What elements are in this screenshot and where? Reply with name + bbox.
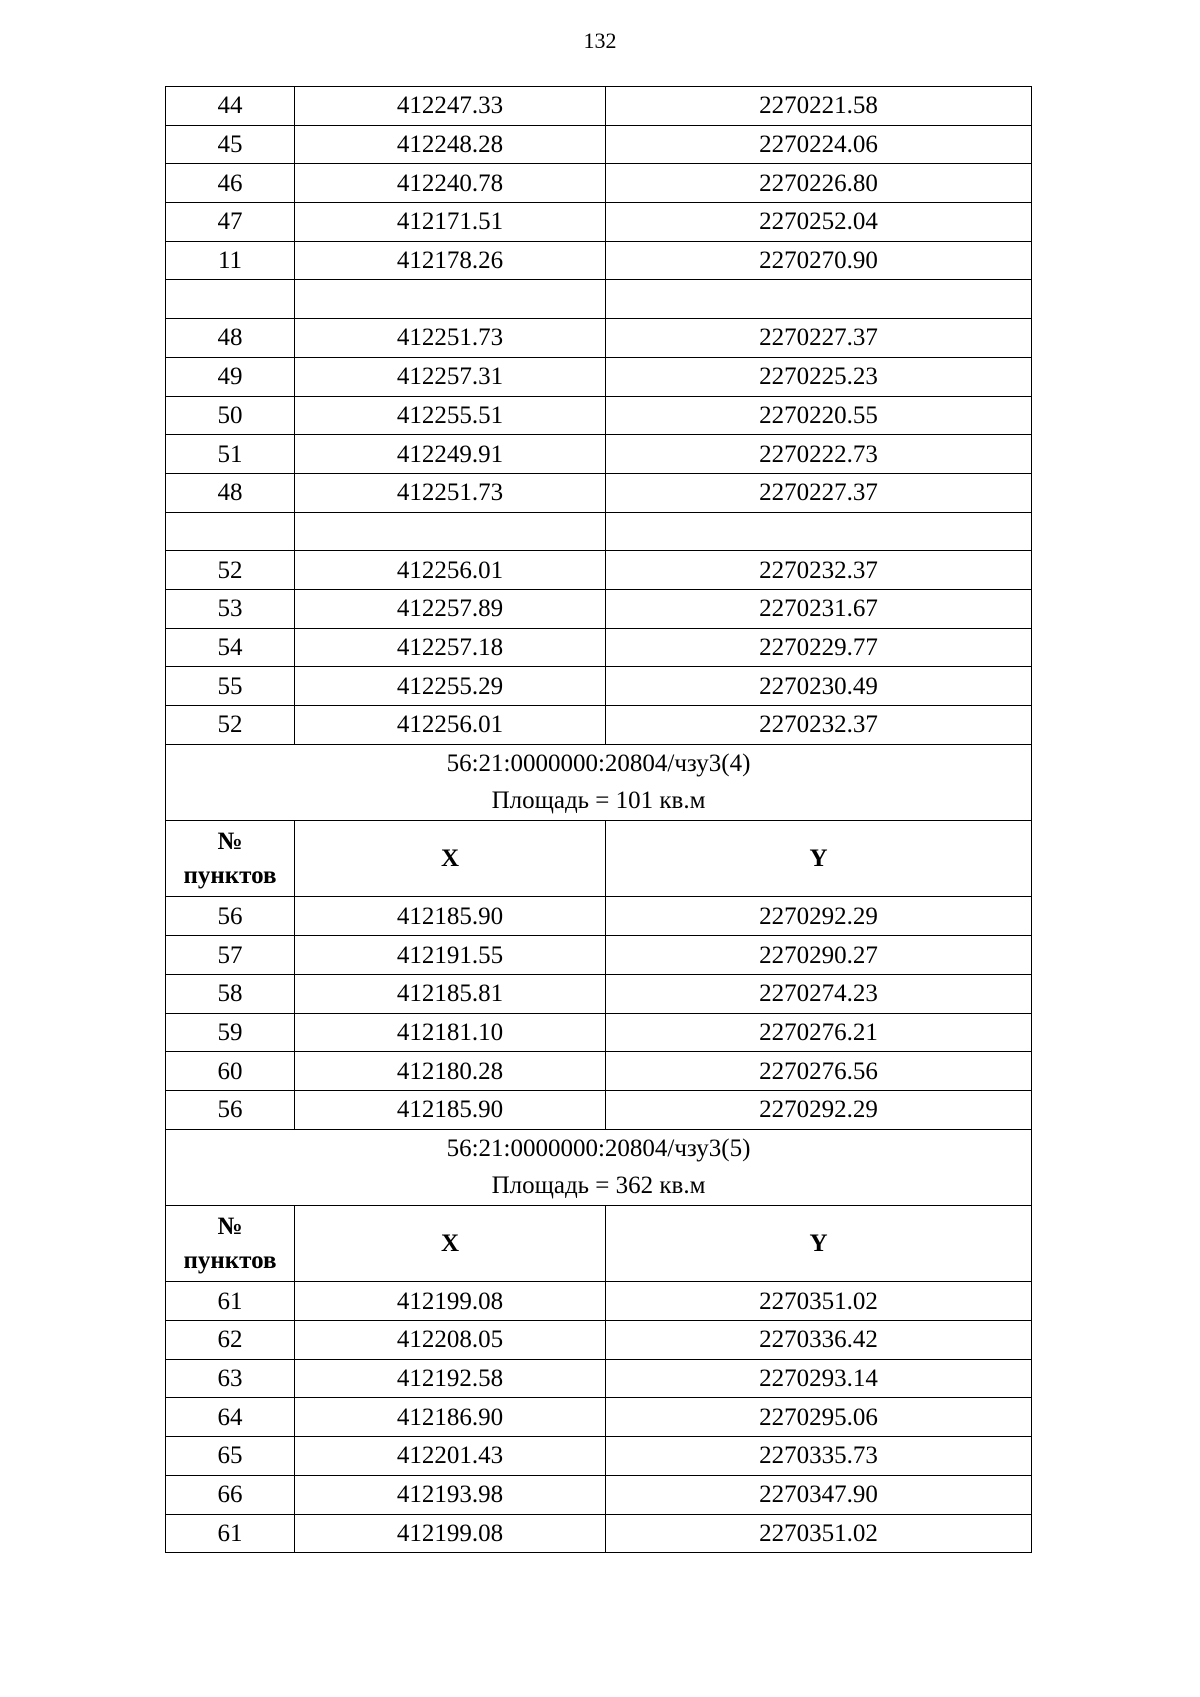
y-coordinate-cell: 2270295.06 xyxy=(606,1398,1032,1437)
point-number-cell: 56 xyxy=(166,1090,295,1129)
x-coordinate-cell: 412185.81 xyxy=(295,974,606,1013)
point-number-cell: 46 xyxy=(166,164,295,203)
y-coordinate-cell: 2270336.42 xyxy=(606,1321,1032,1360)
point-number-cell: 60 xyxy=(166,1052,295,1091)
y-coordinate-cell: 2270292.29 xyxy=(606,897,1032,936)
y-coordinate-cell: 2270274.23 xyxy=(606,974,1032,1013)
x-coordinate-cell: 412255.29 xyxy=(295,667,606,706)
column-header-row xyxy=(166,1205,1032,1281)
section-title-row xyxy=(166,1129,1032,1205)
x-coordinate-cell: 412171.51 xyxy=(295,203,606,242)
table-row xyxy=(166,667,1032,706)
y-coordinate-cell: 2270221.58 xyxy=(606,87,1032,126)
point-number-cell: 59 xyxy=(166,1013,295,1052)
y-coordinate-cell: 2270225.23 xyxy=(606,357,1032,396)
table-row xyxy=(166,319,1032,358)
y-header: Y xyxy=(606,1205,1032,1281)
y-coordinate-cell: 2270293.14 xyxy=(606,1359,1032,1398)
table-row xyxy=(166,125,1032,164)
empty-cell xyxy=(295,280,606,319)
y-coordinate-cell: 2270230.49 xyxy=(606,667,1032,706)
table-row xyxy=(166,241,1032,280)
x-coordinate-cell: 412255.51 xyxy=(295,396,606,435)
table-row xyxy=(166,936,1032,975)
table-row xyxy=(166,897,1032,936)
y-coordinate-cell: 2270351.02 xyxy=(606,1514,1032,1553)
coordinates-table xyxy=(165,86,1032,1553)
y-coordinate-cell: 2270252.04 xyxy=(606,203,1032,242)
x-coordinate-cell: 412240.78 xyxy=(295,164,606,203)
x-coordinate-cell: 412251.73 xyxy=(295,473,606,512)
point-number-header xyxy=(166,1205,295,1281)
x-coordinate-cell: 412257.18 xyxy=(295,628,606,667)
table-row xyxy=(166,628,1032,667)
point-number-header xyxy=(166,821,295,897)
y-coordinate-cell: 2270224.06 xyxy=(606,125,1032,164)
point-number-cell: 51 xyxy=(166,435,295,474)
x-coordinate-cell: 412185.90 xyxy=(295,897,606,936)
table-row xyxy=(166,1437,1032,1476)
x-coordinate-cell: 412251.73 xyxy=(295,319,606,358)
cadastral-number: 56:21:0000000:20804/чзу3(5) xyxy=(446,1135,751,1163)
x-coordinate-cell: 412256.01 xyxy=(295,706,606,745)
x-header: X xyxy=(295,821,606,897)
point-number-cell: 61 xyxy=(166,1514,295,1553)
section-title-row xyxy=(166,744,1032,820)
table-row xyxy=(166,1359,1032,1398)
table-row xyxy=(166,203,1032,242)
y-coordinate-cell: 2270229.77 xyxy=(606,628,1032,667)
number-sign: № xyxy=(217,827,243,855)
y-coordinate-cell: 2270220.55 xyxy=(606,396,1032,435)
y-coordinate-cell: 2270232.37 xyxy=(606,706,1032,745)
separator-row xyxy=(166,280,1032,319)
y-coordinate-cell: 2270222.73 xyxy=(606,435,1032,474)
x-coordinate-cell: 412256.01 xyxy=(295,551,606,590)
x-coordinate-cell: 412201.43 xyxy=(295,1437,606,1476)
y-coordinate-cell: 2270270.90 xyxy=(606,241,1032,280)
point-number-cell: 62 xyxy=(166,1321,295,1360)
section-title-cell xyxy=(166,1129,1032,1205)
empty-cell xyxy=(166,280,295,319)
y-coordinate-cell: 2270231.67 xyxy=(606,589,1032,628)
page-number: 132 xyxy=(583,28,617,53)
point-number-cell: 52 xyxy=(166,706,295,745)
x-header: X xyxy=(295,1205,606,1281)
table-row xyxy=(166,87,1032,126)
x-coordinate-cell: 412247.33 xyxy=(295,87,606,126)
table-row xyxy=(166,1090,1032,1129)
x-coordinate-cell: 412181.10 xyxy=(295,1013,606,1052)
point-number-cell: 54 xyxy=(166,628,295,667)
table-row xyxy=(166,164,1032,203)
point-number-cell: 48 xyxy=(166,319,295,358)
empty-cell xyxy=(606,280,1032,319)
table-row xyxy=(166,435,1032,474)
x-coordinate-cell: 412185.90 xyxy=(295,1090,606,1129)
y-coordinate-cell: 2270227.37 xyxy=(606,473,1032,512)
point-number-cell: 64 xyxy=(166,1398,295,1437)
cadastral-number: 56:21:0000000:20804/чзу3(4) xyxy=(446,750,751,778)
y-coordinate-cell: 2270276.21 xyxy=(606,1013,1032,1052)
y-coordinate-cell: 2270276.56 xyxy=(606,1052,1032,1091)
x-coordinate-cell: 412199.08 xyxy=(295,1282,606,1321)
table-row xyxy=(166,1398,1032,1437)
y-header: Y xyxy=(606,821,1032,897)
table-row xyxy=(166,1475,1032,1514)
point-number-cell: 52 xyxy=(166,551,295,590)
x-coordinate-cell: 412192.58 xyxy=(295,1359,606,1398)
y-coordinate-cell: 2270292.29 xyxy=(606,1090,1032,1129)
point-number-cell: 50 xyxy=(166,396,295,435)
separator-row xyxy=(166,512,1032,551)
x-coordinate-cell: 412257.89 xyxy=(295,589,606,628)
x-coordinate-cell: 412257.31 xyxy=(295,357,606,396)
y-coordinate-cell: 2270232.37 xyxy=(606,551,1032,590)
point-number-cell: 44 xyxy=(166,87,295,126)
x-coordinate-cell: 412249.91 xyxy=(295,435,606,474)
point-number-cell: 47 xyxy=(166,203,295,242)
x-coordinate-cell: 412208.05 xyxy=(295,1321,606,1360)
points-label: пунктов xyxy=(183,1246,277,1274)
area-label: Площадь = 101 кв.м xyxy=(491,787,706,815)
empty-cell xyxy=(295,512,606,551)
y-coordinate-cell: 2270335.73 xyxy=(606,1437,1032,1476)
point-number-cell: 56 xyxy=(166,897,295,936)
point-number-cell: 57 xyxy=(166,936,295,975)
table-row xyxy=(166,1321,1032,1360)
point-number-cell: 66 xyxy=(166,1475,295,1514)
point-number-cell: 49 xyxy=(166,357,295,396)
table-row xyxy=(166,1282,1032,1321)
table-row xyxy=(166,473,1032,512)
table-row xyxy=(166,1013,1032,1052)
y-coordinate-cell: 2270290.27 xyxy=(606,936,1032,975)
section-title-cell xyxy=(166,744,1032,820)
point-number-cell: 48 xyxy=(166,473,295,512)
table-row xyxy=(166,357,1032,396)
y-coordinate-cell: 2270227.37 xyxy=(606,319,1032,358)
point-number-cell: 61 xyxy=(166,1282,295,1321)
y-coordinate-cell: 2270226.80 xyxy=(606,164,1032,203)
y-coordinate-cell: 2270347.90 xyxy=(606,1475,1032,1514)
point-number-cell: 55 xyxy=(166,667,295,706)
table-row xyxy=(166,396,1032,435)
x-coordinate-cell: 412186.90 xyxy=(295,1398,606,1437)
x-coordinate-cell: 412180.28 xyxy=(295,1052,606,1091)
points-label: пунктов xyxy=(183,861,277,889)
table-row xyxy=(166,1052,1032,1091)
point-number-cell: 53 xyxy=(166,589,295,628)
x-coordinate-cell: 412178.26 xyxy=(295,241,606,280)
y-coordinate-cell: 2270351.02 xyxy=(606,1282,1032,1321)
empty-cell xyxy=(606,512,1032,551)
x-coordinate-cell: 412191.55 xyxy=(295,936,606,975)
point-number-cell: 65 xyxy=(166,1437,295,1476)
empty-cell xyxy=(166,512,295,551)
point-number-cell: 45 xyxy=(166,125,295,164)
table-row xyxy=(166,974,1032,1013)
table-row xyxy=(166,551,1032,590)
x-coordinate-cell: 412248.28 xyxy=(295,125,606,164)
x-coordinate-cell: 412193.98 xyxy=(295,1475,606,1514)
table-row xyxy=(166,589,1032,628)
point-number-cell: 58 xyxy=(166,974,295,1013)
point-number-cell: 63 xyxy=(166,1359,295,1398)
table-row xyxy=(166,706,1032,745)
point-number-cell: 11 xyxy=(166,241,295,280)
table-row xyxy=(166,1514,1032,1553)
number-sign: № xyxy=(217,1212,243,1240)
x-coordinate-cell: 412199.08 xyxy=(295,1514,606,1553)
column-header-row xyxy=(166,821,1032,897)
area-label: Площадь = 362 кв.м xyxy=(491,1172,706,1200)
